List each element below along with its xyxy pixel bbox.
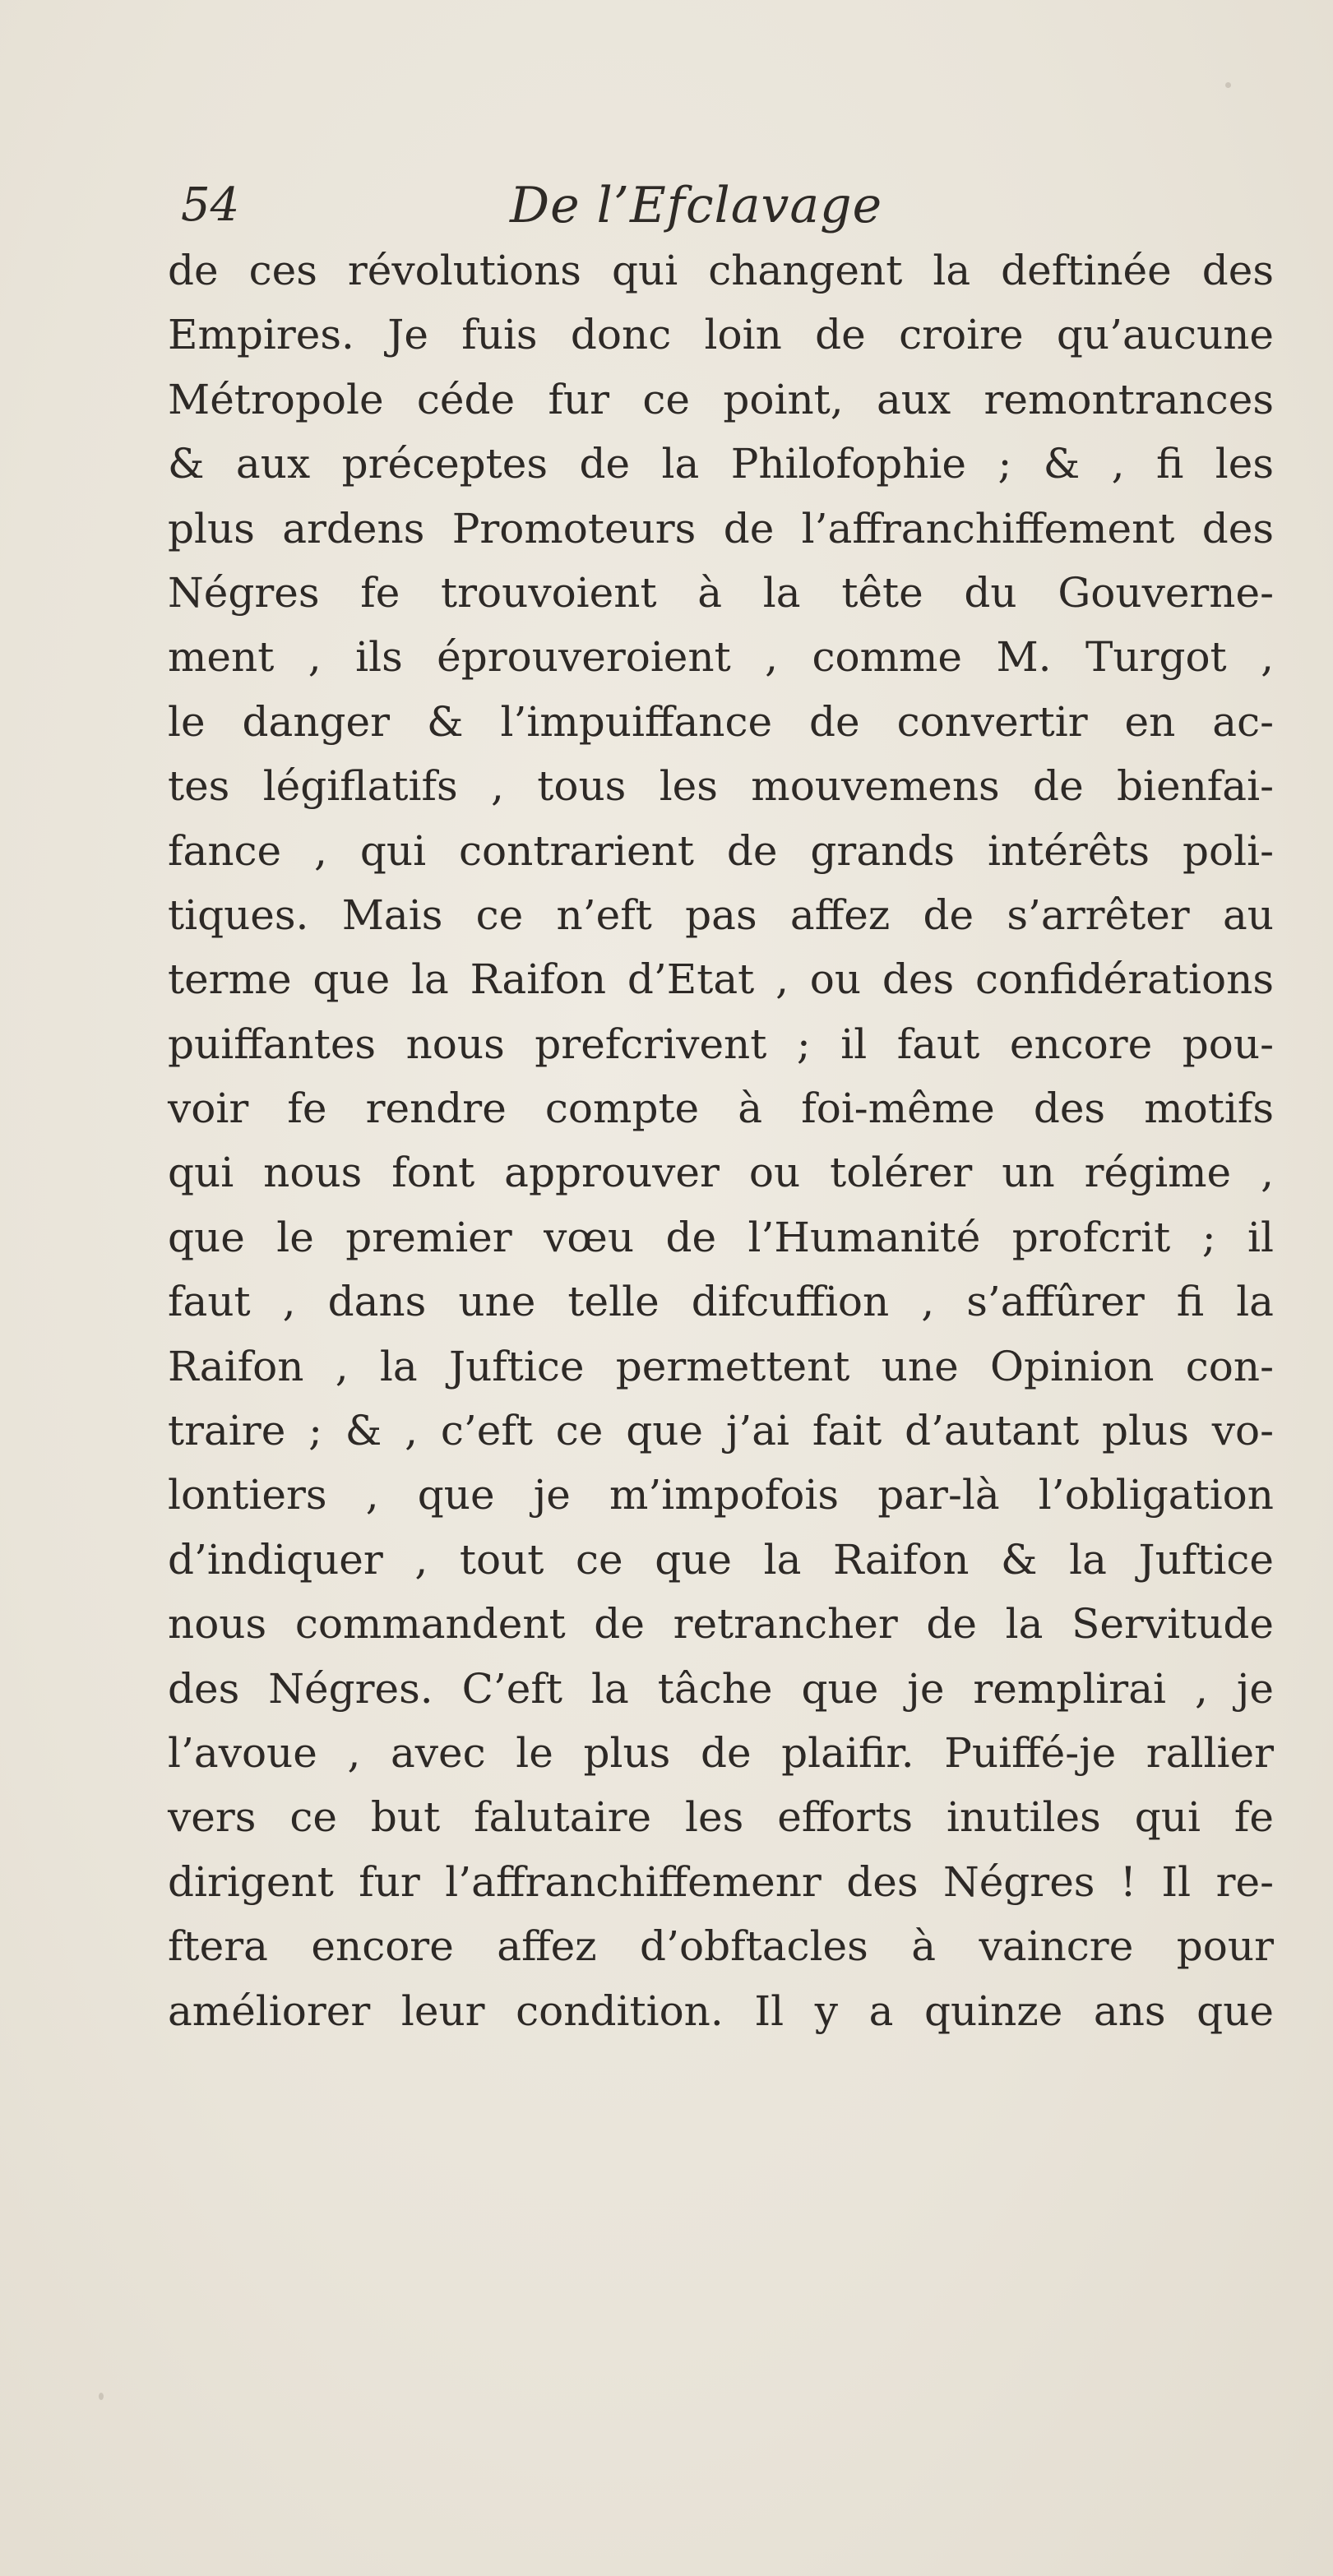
text-line: ftera encore affez d’obftacles à vaincre pour [168, 1922, 1274, 1971]
running-title: De l’Efclavage [510, 177, 883, 234]
text-line: le danger & l’impuiffance de convertir en ac- [168, 697, 1274, 746]
page-number: 54 [181, 178, 240, 232]
text-line: l’avoue , avec le plus de plaifir. Puiffé-je rallier [168, 1728, 1274, 1777]
paper-fleck [1225, 82, 1231, 88]
text-line: nous commandent de retrancher de la Servitude [168, 1600, 1274, 1649]
text-line: traire ; & , c’eft ce que j’ai fait d’autant plus vo- [168, 1407, 1274, 1455]
text-line: Empires. Je fuis donc loin de croire qu’aucune [168, 311, 1274, 359]
body-text [168, 238, 1274, 2043]
running-head [181, 169, 1250, 243]
text-line: faut , dans une telle difcuffion , s’affûrer fi la [168, 1278, 1274, 1326]
text-line: plus ardens Promoteurs de l’affranchiffement des [168, 504, 1274, 553]
paper-fleck [99, 2393, 104, 2400]
text-line: qui nous font approuver ou tolérer un régime , [168, 1149, 1274, 1197]
text-line: tiques. Mais ce n’eft pas affez de s’arrêter au [168, 890, 1274, 939]
text-line: dirigent fur l’affranchiffemenr des Négres ! Il re- [168, 1857, 1274, 1906]
text-line: améliorer leur condition. Il y a quinze ans que [168, 1986, 1274, 2035]
text-line: de ces révolutions qui changent la deftinée des [168, 247, 1274, 294]
text-line: ment , ils éprouveroient , comme M. Turgot , [168, 633, 1274, 682]
text-line: que le premier vœu de l’Humanité profcrit ; il [168, 1213, 1274, 1261]
text-line: Métropole céde fur ce point, aux remontrances [168, 375, 1274, 423]
text-line: & aux préceptes de la Philofophie ; & , fi les [168, 440, 1274, 488]
text-line: voir fe rendre compte à foi-même des motifs [168, 1085, 1274, 1133]
text-line: lontiers , que je m’impofois par-là l’obligation [168, 1471, 1274, 1519]
text-line: Raifon , la Juftice permettent une Opinion con- [168, 1342, 1274, 1390]
text-line: vers ce but falutaire les efforts inutiles qui fe [168, 1793, 1274, 1842]
text-line: d’indiquer , tout ce que la Raifon & la Juftice [168, 1535, 1274, 1584]
text-line: puiffantes nous prefcrivent ; il faut encore pou- [168, 1020, 1274, 1068]
text-line: terme que la Raifon d’Etat , ou des confidérations [168, 955, 1274, 1004]
text-line: des Négres. C’eft la tâche que je remplirai , je [168, 1664, 1274, 1713]
text-line: tes légiflatifs , tous les mouvemens de bienfai- [168, 762, 1274, 811]
text-line: Négres fe trouvoient à la tête du Gouverne- [168, 568, 1274, 617]
text-line: fance , qui contrarient de grands intérêts poli- [168, 826, 1274, 875]
